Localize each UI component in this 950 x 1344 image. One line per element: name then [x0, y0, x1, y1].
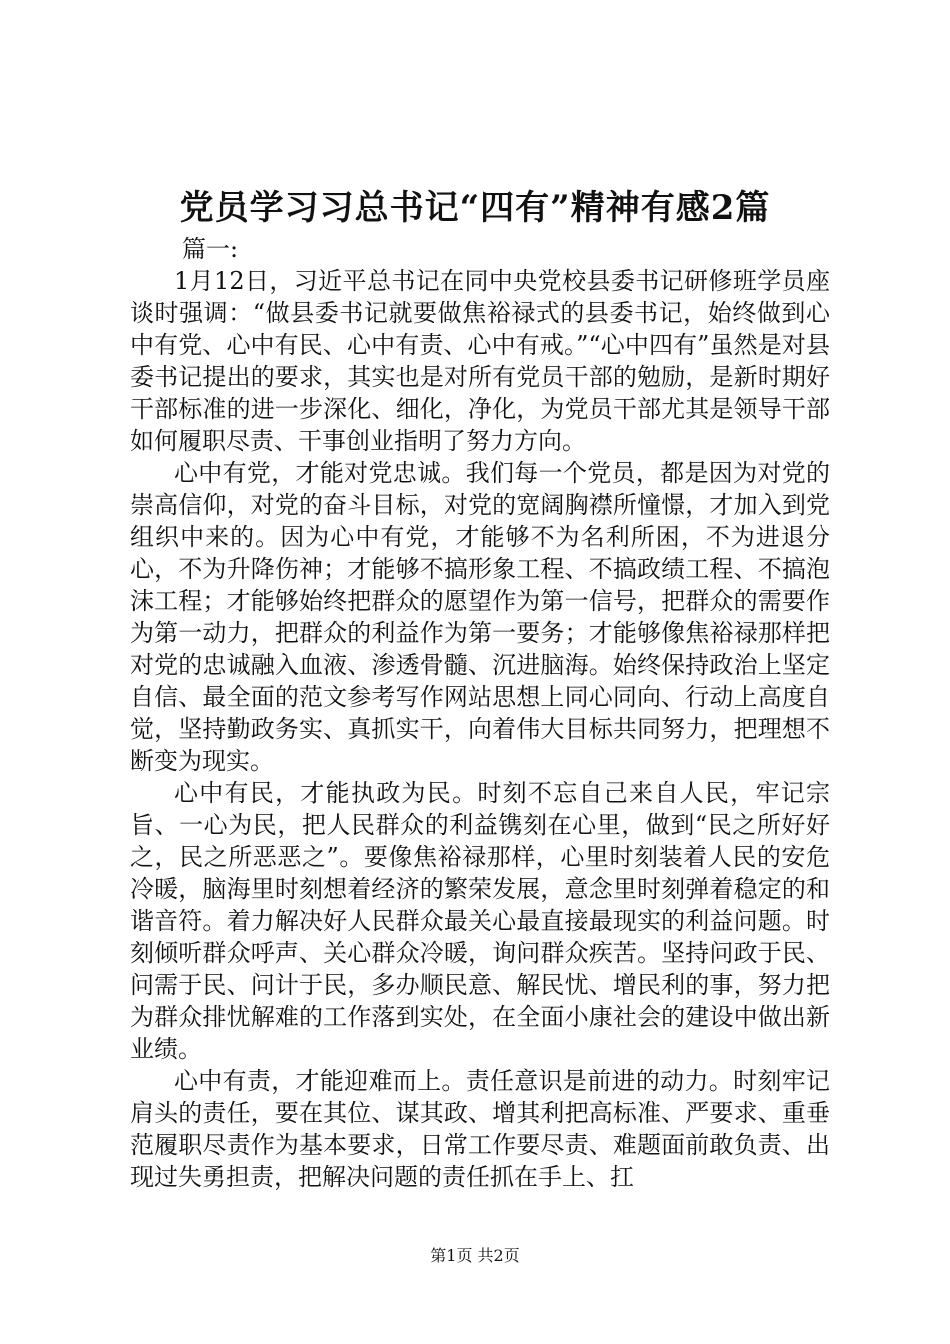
page-footer: 第1页 共2页 — [430, 1246, 520, 1265]
paragraph-intro: 1月12日，习近平总书记在同中央党校县委书记研修班学员座谈时强调：“做县委书记就要做焦裕禄式的县委书记，始终做到心中有党、心中有民、心中有责、心中有戒。”“心中四有”虽然是对县委书记提出的要求，其实也是对所有党员干部的勉励，是新时期好干部标准的进一步深化、细化，净化，为党员干部尤其是领导干部如何履职尽责、干事创业指明了努力方向。 — [130, 267, 830, 455]
paragraph-responsibility: 心中有责，才能迎难而上。责任意识是前进的动力。时刻牢记肩头的责任，要在其位、谋其政、增其利把高标准、严要求、重垂范履职尽责作为基本要求，日常工作要尽责、难题面前敢负责、出现过失勇担责，把解决问题的责任抓在手上、扛 — [130, 1067, 830, 1191]
paragraph-party: 心中有党，才能对党忠诚。我们每一个党员，都是因为对党的崇高信仰，对党的奋斗目标，对党的宽阔胸襟所憧憬，才加入到党组织中来的。因为心中有党，才能够不为名利所困，不为进退分心，不为升降伤神；才能够不搞形象工程、不搞政绩工程、不搞泡沫工程；才能够始终把群众的愿望作为第一信号，把群众的需要作为第一动力，把群众的利益作为第一要务；才能够像焦裕禄那样把对党的忠诚融入血液、渗透骨髓、沉进脑海。始终保持政治上坚定自信、最全面的范文参考写作网站思想上同心同向、行动上高度自觉，坚持勤政务实、真抓实干，向着伟大目标共同努力，把理想不断变为现实。 — [130, 459, 830, 775]
document-body — [130, 233, 830, 1193]
section-label: 篇一: — [182, 235, 239, 263]
paragraph-people: 心中有民，才能执政为民。时刻不忘自己来自人民，牢记宗旨、一心为民，把人民群众的利益镌刻在心里，做到“民之所好好之，民之所恶恶之”。要像焦裕禄那样，心里时刻装着人民的安危冷暖，脑海里时刻想着经济的繁荣发展，意念里时刻弹着稳定的和谐音符。着力解决好人民群众最关心最直接最现实的利益问题。时刻倾听群众呼声、关心群众冷暖，询问群众疾苦。坚持问政于民、问需于民、问计于民，多办顺民意、解民忧、增民利的事，努力把为群众排忧解难的工作落到实处，在全面小康社会的建设中做出新业绩。 — [130, 779, 830, 1063]
document-title: 党员学习习总书记“四有”精神有感2篇 — [179, 188, 771, 228]
